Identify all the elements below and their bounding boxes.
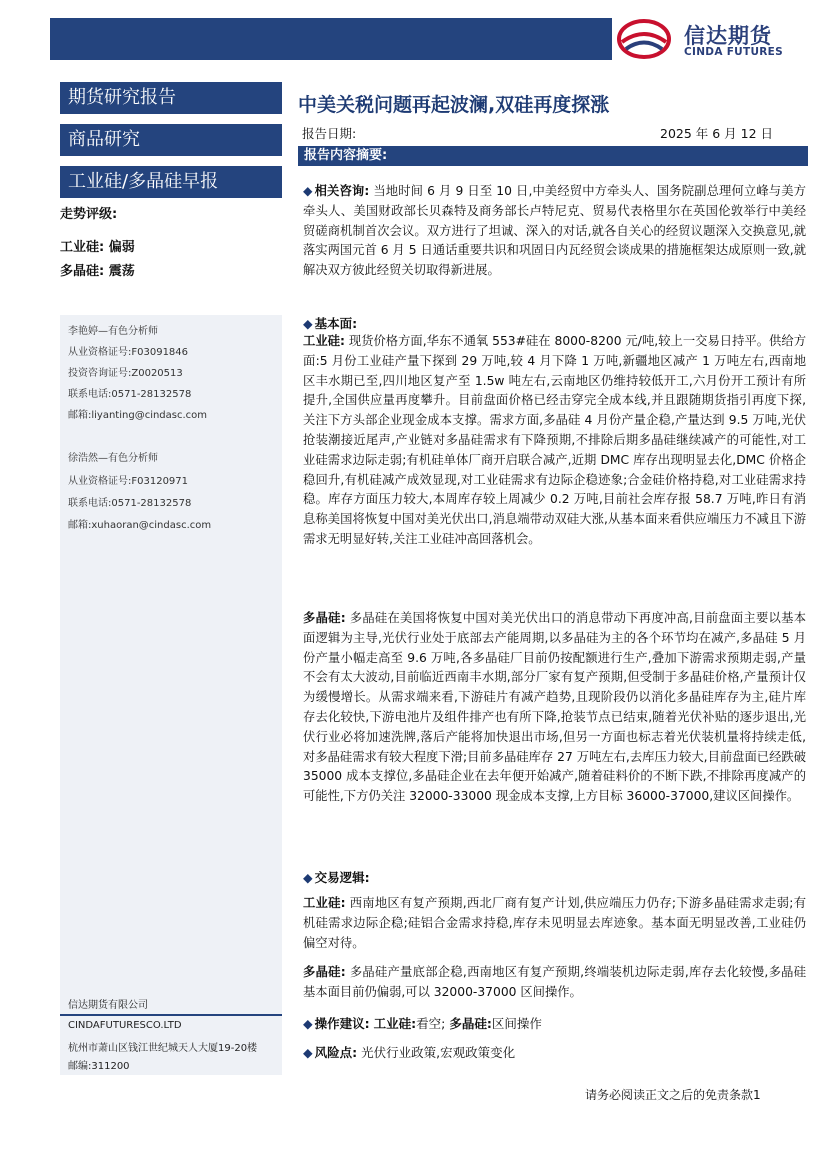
company-name: 信达期货有限公司	[68, 1000, 148, 1011]
rating-polysilicon: 多晶硅: 震荡	[60, 264, 135, 279]
sidebar-box-report-type: 期货研究报告	[60, 82, 282, 114]
analyst-1-line: 联系电话:0571-28132578	[68, 389, 192, 400]
header-bar	[50, 18, 612, 60]
rating-title: 走势评级:	[60, 207, 118, 222]
risk-points: ◆ 风险点: 光伏行业政策,宏观政策变化	[303, 1045, 516, 1060]
diamond-bullet-icon: ◆	[303, 1016, 313, 1031]
analyst-panel	[60, 315, 282, 1075]
logo-text-en: CINDA FUTURES	[684, 46, 784, 58]
analyst-1-line: 从业资格证号:F03091846	[68, 347, 189, 358]
fundamentals-heading: ◆ 基本面:	[303, 316, 358, 331]
fundamentals-si-paragraph: 工业硅: 现货价格方面,华东不通氧 553#硅在 8000-8200 元/吨,较上一交易日持平。供给方面:5 月份工业硅产量下探到 29 万吨,较 4 月下降 1 万吨,新疆地区减产 1 万吨左右,西南地区丰水期已至,四川地区复产至 1.5w 吨左右,云南地区仍维持较低开工,六月份开工预计有所提升,全国供应量再度攀升。目前盘面价格已经击穿完全成本线,并且跟随期货指引再度下探,关注下方头部企业现金成本支撑。需求方面,多晶硅 4 月份产量企稳,产量达到 9.5 万吨,光伏抢装潮接近尾声,产业链对多晶硅需求有下降预期,不排除后期多晶硅继续减产的可能性,对工业硅需求边际走弱;有机硅单体厂商开启联合减产,近期 DMC 库存出现明显去化,DMC 价格企稳回升,有机硅减产成效显现,对工业硅需求有边际企稳迹象;合金硅价格持稳,对工业硅需求持稳。库存方面压力较大,本周库存较上周减少 0.2 万吨,目前社会库存报 58.7 万吨,昨日有消息称美国将恢复中国对美光伏出口,消息端带动双硅大涨,从基本面来看供应端压力不减且下游需求无明显好转,关注工业硅冲高回落机会。	[303, 334, 806, 546]
report-title: 中美关税问题再起波澜,双硅再度探涨	[298, 94, 610, 116]
analyst-1-line: 投资咨询证号:Z0020513	[68, 368, 183, 379]
operation-suggestion: ◆ 操作建议: 工业硅:看空; 多晶硅:区间操作	[303, 1016, 542, 1031]
company-site: CINDAFUTURESCO.LTD	[68, 1020, 182, 1031]
analyst-1-email[interactable]: 邮箱:liyanting@cindasc.com	[68, 410, 208, 421]
analyst-2-line: 从业资格证号:F03120971	[68, 476, 189, 487]
diamond-bullet-icon: ◆	[303, 316, 313, 331]
company-postcode: 邮编:311200	[68, 1061, 130, 1072]
diamond-bullet-icon: ◆	[303, 184, 313, 198]
company-address: 杭州市萧山区钱江世纪城天人大厦19-20楼	[68, 1043, 258, 1054]
logic-heading: ◆ 交易逻辑:	[303, 870, 370, 885]
analyst-2-line: 联系电话:0571-28132578	[68, 498, 192, 509]
sidebar-box-topic: 工业硅/多晶硅早报	[60, 166, 282, 198]
report-date-value: 2025 年 6 月 12 日	[660, 126, 774, 141]
fundamentals-poly-paragraph: 多晶硅: 多晶硅在美国将恢复中国对美光伏出口的消息带动下再度冲高,目前盘面主要以基本面逻辑为主导,光伏行业处于底部去产能周期,以多晶硅为主的各个环节均在减产,多晶硅 5 月份产量小幅走高至 9.6 万吨,各多晶硅厂目前仍按配额进行生产,叠加下游需求预期走弱,产量不会有太大波动,目前临近西南丰水期,部分厂家有复产预期,但受制于多晶硅价格,产量预计仅为缓慢增长。从需求端来看,下游硅片有减产趋势,且现阶段仍以消化多晶硅库存为主,硅片库存去化较快,下游电池片及组件排产也有所下降,抢装节点已结束,随着光伏补贴的逐步退出,光伏行业必将加速洗牌,落后产能将加快退出市场,但另一方面也标志着光伏装机量将持续走低,对多晶硅需求有较大程度下滑;目前多晶硅库存 27 万吨左右,去库压力较大,目前盘面已经跌破 35000 成本支撑位,多晶硅企业在去年便开始减产,随着硅料价的不断下跌,不排除再度减产的可能性,下方仍关注 32000-33000 现金成本支撑,上方目标 36000-37000,建议区间操作。	[303, 611, 806, 804]
analyst-2-email[interactable]: 邮箱:xuhaoran@cindasc.com	[68, 520, 212, 531]
company-divider	[60, 1014, 282, 1016]
diamond-bullet-icon: ◆	[303, 1045, 313, 1060]
disclaimer-footer: 请务必阅读正文之后的免责条款1	[585, 1088, 761, 1102]
rating-industrial-silicon: 工业硅: 偏弱	[60, 240, 135, 255]
logic-si-paragraph: 工业硅: 西南地区有复产预期,西北厂商有复产计划,供应端压力仍存;下游多晶硅需求走弱;有机硅需求边际企稳;硅铝合金需求持稳,库存未见明显去库迹象。基本面无明显改善,工业硅仍偏空对待。	[303, 896, 806, 950]
analyst-1-name: 李艳婷—有色分析师	[68, 326, 158, 337]
diamond-bullet-icon: ◆	[303, 870, 313, 885]
sidebar-box-category: 商品研究	[60, 124, 282, 156]
logo-text-cn: 信达期货	[684, 24, 772, 48]
analyst-2-name: 徐浩然—有色分析师	[68, 453, 158, 464]
consult-paragraph: ◆ 相关咨询: 当地时间 6 月 9 日至 10 日,中美经贸中方牵头人、国务院副总理何立峰与美方牵头人、美国财政部长贝森特及商务部长卢特尼克、贸易代表格里尔在英国伦敦举行中美经贸磋商机制首次会议。双方进行了坦诚、深入的对话,就各自关心的经贸议题深入交换意见,就落实两国元首 6 月 5 日通话重要共识和巩固日内瓦经贸会谈成果的措施框架达成原则一致,就解决双方彼此经贸关切取得新进展。	[303, 184, 806, 278]
summary-header: 报告内容摘要:	[298, 146, 808, 166]
company-logo	[616, 16, 796, 62]
logic-poly-paragraph: 多晶硅: 多晶硅产量底部企稳,西南地区有复产预期,终端装机边际走弱,库存去化较慢,多晶硅基本面目前仍偏弱,可以 32000-37000 区间操作。	[303, 965, 807, 999]
report-date-label: 报告日期:	[302, 126, 357, 141]
cinda-logo-icon	[616, 18, 672, 60]
